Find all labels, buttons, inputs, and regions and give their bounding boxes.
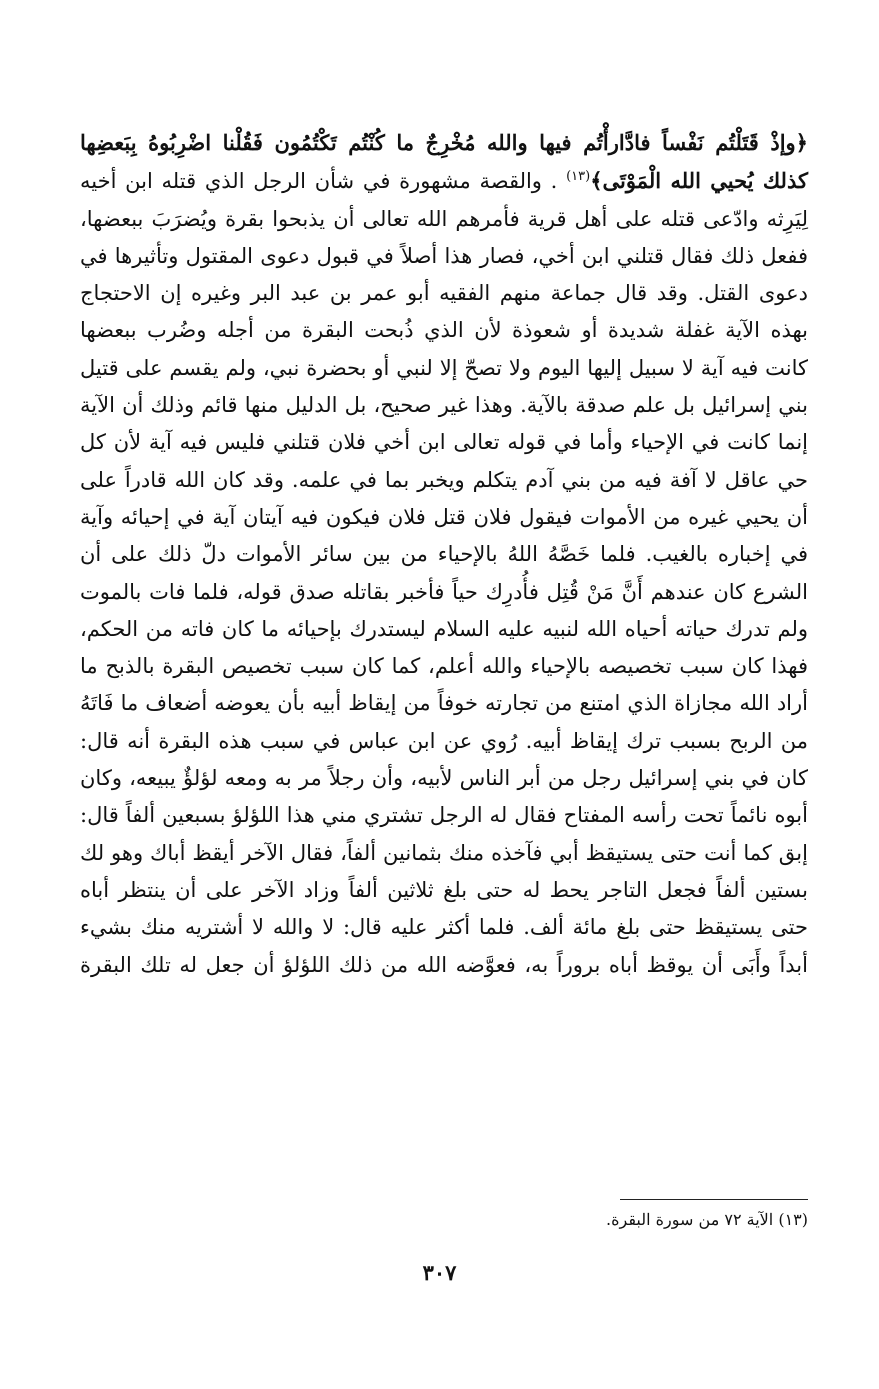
footnote: (١٣) الآية ٧٢ من سورة البقرة. [606,1210,808,1229]
page-number: ٣٠٧ [422,1260,457,1285]
body-text: . والقصة مشهورة في شأن الرجل الذي قتله ابن أخيه لِيَرِثه وادّعى قتله على أهل قرية فأمرهم الله تعالى أن يذبحوا بقرة ويُضرَبَ ببعضها، ففعل ذلك فقال قتلني ابن أخي، فصار هذا أصلاً في قبول دعوى المقتول وتأثيرها في دعوى القتل. وقد قال جماعة منهم الفقيه أبو عمر بن عبد البر وغيره إن الاحتجاج بهذه الآية غفلة شديدة أو شعوذة لأن الذي ذُبحت البقرة من أجله وضُرب ببعضها كانت فيه آية لا سبيل إليها اليوم ولا تصحّ إلا لنبي أو بحضرة نبي، ولم يقسم على قتيل بني إسرائيل بل علم صدقة بالآية. وهذا غير صحيح، بل الدليل منها قائم وذلك أن الآية إنما كانت في الإحياء وأما في قوله تعالى ابن أخي فلان قتلني فليس فيه آية لأن كل حي عاقل لا آفة فيه من بني آدم يتكلم ويخبر بما في علمه. وقد كان الله قادراً على أن يحيي غيره من الأموات فيقول فلان قتل فلان فيكون فيه آيتان آية في إحيائه وآية في إخباره بالغيب. فلما خَصَّهُ اللهُ بالإحياء من بين سائر الأموات دلّ ذلك على أن الشرع كان عندهم أَنَّ مَنْ قُتِل فأُدرِك حياً فأخبر بقاتله صدق قوله، فلما فات بالموت ولم تدرك حياته أحياه الله لنبيه عليه السلام ليستدرك بإحيائه ما كان فاته من الحكم، فهذا كان سبب تخصيصه بالإحياء والله أعلم، كما كان سبب تخصيص البقرة بالذبح ما أراد الله مجازاة الذي امتنع من تجارته خوفاً من إيقاظ أبيه بأن يعوضه أضعاف ما فَاتَهُ من الربح بسبب ترك إيقاظ أبيه. رُوي عن ابن عباس في سبب هذه البقرة أنه قال: كان في بني إسرائيل رجل من أبر الناس لأبيه، وأن رجلاً مر به ومعه لؤلؤٌ يبيعه، وكان أبوه نائماً تحت رأسه المفتاح فقال له الرجل تشتري مني هذا اللؤلؤ بسبعين ألفاً قال: إبق كما أنت حتى يستيقظ أبي فآخذه منك بثمانين ألفاً، فقال الآخر أيقظ أباك وهو لك بستين ألفاً فجعل التاجر يحط له حتى بلغ ثلاثين ألفاً وزاد الآخر على أن ينتظر أباه حتى يستيقظ حتى بلغ مائة ألف. فلما أكثر عليه قال: لا والله لا أشتريه منك بشيء أبداً وأَبَى أن يوقظ أباه بروراً به، فعوَّضه الله من ذلك اللؤلؤ أن جعل له تلك البقرة [80,169,809,977]
quran-verse: ﴿وإذْ قَتَلْتُم نَفْساً فادَّارأْتُم فيها والله مُخْرِجٌ ما كُنْتُم تَكْتُمُون فَقُلْنا اضْرِبُوهُ بِبَعضِها كذلك يُحيي الله الْمَوْتَى﴾ [80,130,808,194]
footnote-reference: (١٣) [566,169,591,185]
main-paragraph [80,124,808,984]
footnote-separator [620,1199,808,1200]
main-text-block [80,124,808,984]
